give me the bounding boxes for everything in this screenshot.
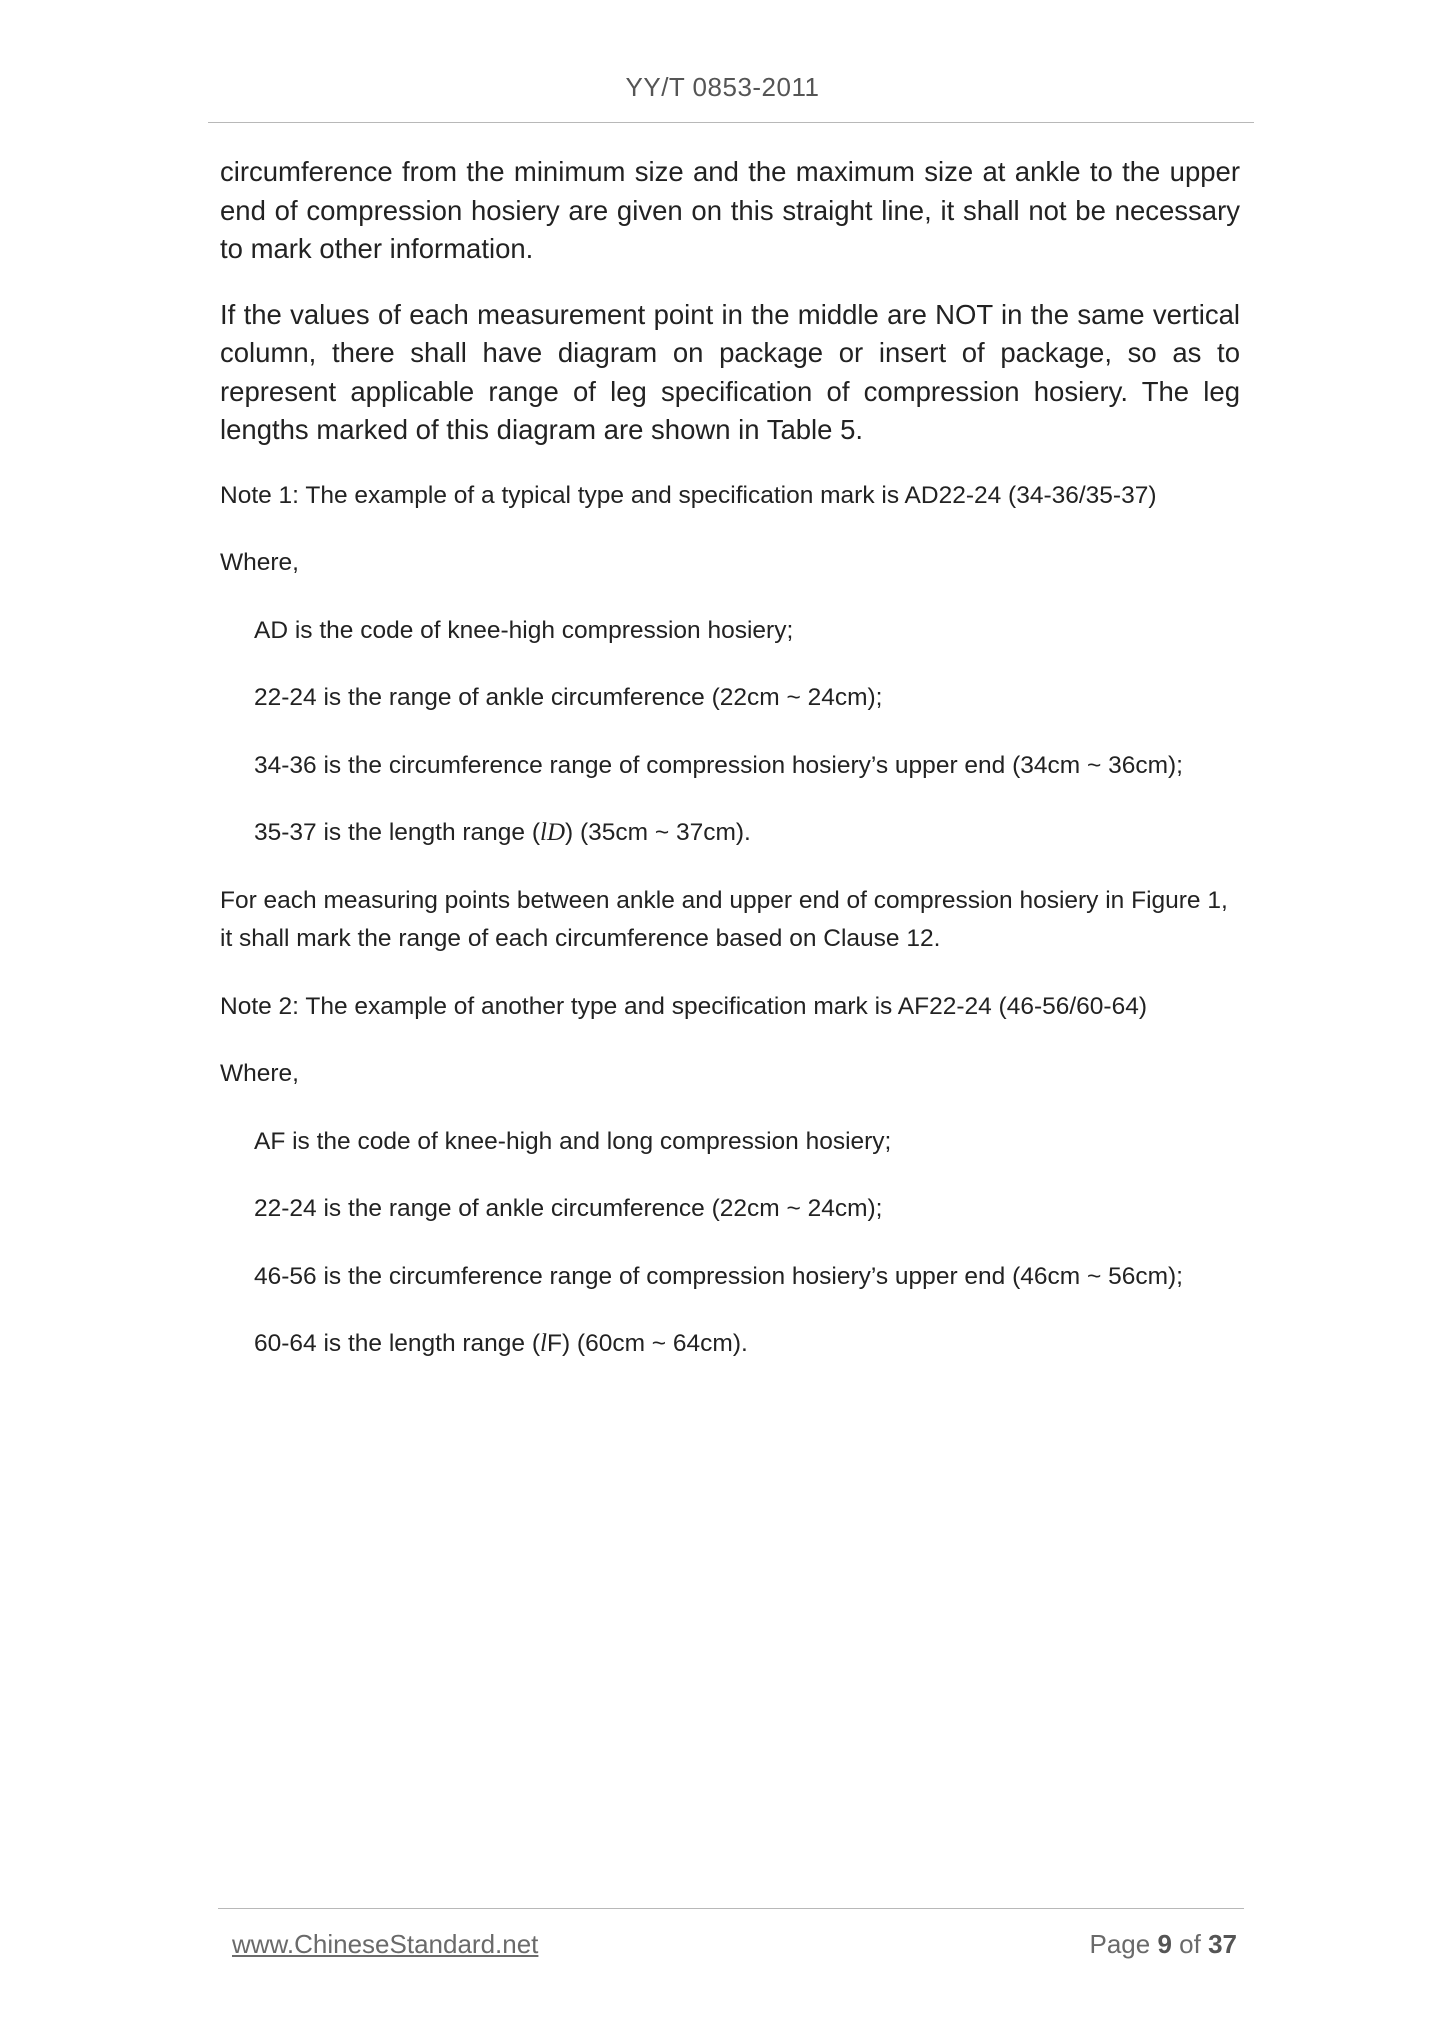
- length-symbol-l: l: [540, 1330, 547, 1357]
- note-1-item-4-post: ) (35cm ~ 37cm).: [565, 819, 751, 846]
- note-2-item-3: 46-56 is the circumference range of compression hosiery’s upper end (46cm ~ 56cm);: [254, 1262, 1183, 1290]
- note-2-item-1: AF is the code of knee-high and long compression hosiery;: [254, 1127, 892, 1155]
- page-total: 37: [1208, 1929, 1237, 1959]
- footer-divider: [218, 1908, 1244, 1909]
- note-2-item-4-post: F) (60cm ~ 64cm).: [546, 1330, 748, 1357]
- note-1-item-4-pre: 35-37 is the length range (: [254, 819, 541, 846]
- page-of: of: [1179, 1929, 1201, 1959]
- note-1: Note 1: The example of a typical type and specification mark is AD22-24 (34-36/35-37): [220, 481, 1157, 509]
- note-1-item-3: 34-36 is the circumference range of compression hosiery’s upper end (34cm ~ 36cm);: [254, 751, 1183, 779]
- note-1-item-1: AD is the code of knee-high compression hosiery;: [254, 616, 794, 644]
- paragraph-2: If the values of each measurement point in the middle are NOT in the same vertical column, there shall have diagram on package or insert of package, so as to represent applicable range of leg specification of compression hosiery. The leg lengths marked of this diagram are shown in Table 5.: [220, 298, 1240, 445]
- paragraph-3: For each measuring points between ankle and upper end of compression hosiery in Figure 1, it shall mark the range of each circumference based on Clause 12.: [220, 886, 1228, 952]
- page-label: Page: [1089, 1929, 1151, 1959]
- page-current: 9: [1157, 1929, 1172, 1959]
- note-2: Note 2: The example of another type and specification mark is AF22-24 (46-56/60-64): [220, 992, 1147, 1020]
- website-link[interactable]: www.ChineseStandard.net: [232, 1929, 539, 1959]
- where-label-1: Where,: [220, 549, 299, 576]
- note-2-item-2: 22-24 is the range of ankle circumference (22cm ~ 24cm);: [254, 1195, 883, 1222]
- note-2-item-4: [220, 1325, 1240, 1364]
- note-1-item-4: [220, 814, 1240, 853]
- paragraph-1: circumference from the minimum size and the maximum size at ankle to the upper end of compression hosiery are given on this straight line, it shall not be necessary to mark other information.: [220, 156, 1240, 264]
- header-divider: [208, 122, 1254, 123]
- note-2-item-4-pre: 60-64 is the length range (: [254, 1330, 541, 1357]
- length-symbol-ld: lD: [540, 819, 566, 846]
- page-header-title: YY/T 0853-2011: [625, 72, 820, 102]
- where-label-2: Where,: [220, 1060, 299, 1087]
- page-number: [1089, 1929, 1237, 1960]
- document-body: [220, 153, 1240, 1393]
- note-1-item-2: 22-24 is the range of ankle circumference (22cm ~ 24cm);: [254, 684, 883, 711]
